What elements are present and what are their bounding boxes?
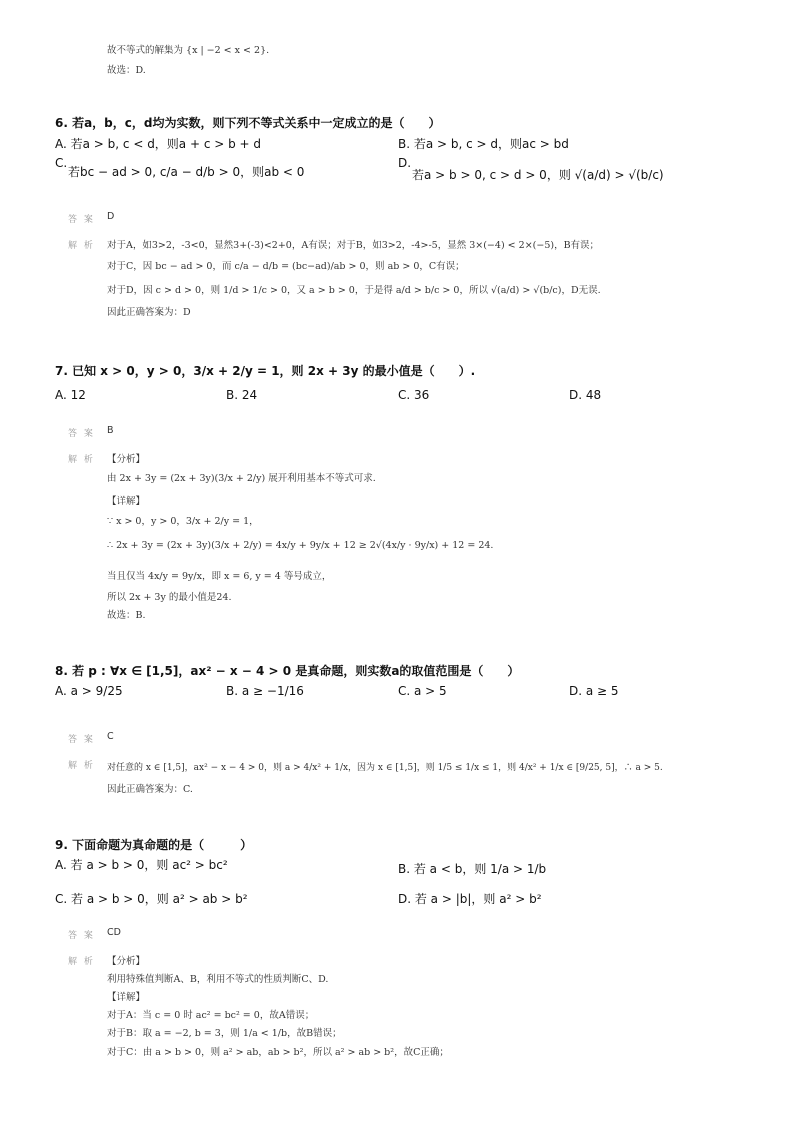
q6-analysis-tag: 解 析 [68, 241, 95, 251]
q6-option-a: A. 若a > b, c < d，则a + c > b + d [55, 137, 262, 151]
q6-option-c-label: C. [55, 156, 68, 170]
q8-analysis-line: 因此正确答案为：C. [107, 784, 193, 795]
q7-analysis-tag: 解 析 [68, 455, 95, 465]
q9-answer: CD [107, 927, 121, 938]
q9-analysis-line: 对于C：由 a > b > 0，则 a² > ab，ab > b²，所以 a² > ab > b²，故C正确； [107, 1047, 449, 1058]
q8-option-d: D. a ≥ 5 [569, 684, 619, 698]
q7-analysis-line: 【分析】 [107, 454, 146, 465]
q9-analysis-line: 【详解】 [107, 992, 146, 1003]
q6-option-c: 若bc − ad > 0, c/a − d/b > 0，则ab < 0 [68, 165, 305, 179]
q6-analysis-line: 因此正确答案为：D [107, 307, 191, 318]
q8-option-c: C. a > 5 [398, 684, 447, 698]
q7-answer: B [107, 425, 114, 436]
q8-analysis-line: 对任意的 x ∈ [1,5]，ax² − x − 4 > 0，则 a > 4/x² + 1/x，因为 x ∈ [1,5]，则 1/5 ≤ 1/x ≤ 1，则 4/x² + 1/x ∈ [9/25, 5]，∴ a > 5. [107, 763, 663, 773]
prev-solution-line: 故不等式的解集为 {x | −2 < x < 2}. [107, 45, 270, 56]
q9-analysis-tag: 解 析 [68, 957, 95, 967]
q7-analysis-line: ∵ x > 0，y > 0，3/x + 2/y = 1， [107, 516, 259, 527]
q6-analysis-line: 对于D，因 c > d > 0，则 1/d > 1/c > 0，又 a > b > 0，于是得 a/d > b/c > 0，所以 √(a/d) > √(b/c)，D无误. [107, 285, 601, 296]
q8-analysis-tag: 解 析 [68, 761, 95, 771]
q6-option-d-label: D. [398, 156, 412, 170]
q8-stem: 8. 若 p : ∀x ∈ [1,5]，ax² − x − 4 > 0 是真命题，则实数a的取值范围是（ ） [55, 664, 520, 678]
q7-analysis-line: 故选：B. [107, 610, 146, 621]
q8-answer-tag: 答 案 [68, 735, 95, 745]
q8-option-b: B. a ≥ −1/16 [226, 684, 304, 698]
q9-option-d: D. 若 a > |b|，则 a² > b² [398, 892, 542, 906]
q8-answer: C [107, 731, 114, 742]
q9-option-b: B. 若 a < b，则 1/a > 1/b [398, 862, 547, 876]
q9-analysis-line: 对于A：当 c = 0 时 ac² = bc² = 0，故A错误； [107, 1010, 315, 1021]
q7-analysis-line: ∴ 2x + 3y = (2x + 3y)(3/x + 2/y) = 4x/y + 9y/x + 12 ≥ 2√(4x/y · 9y/x) + 12 = 24. [107, 540, 494, 551]
q7-option-d: D. 48 [569, 388, 602, 402]
q7-stem: 7. 已知 x > 0，y > 0，3/x + 2/y = 1，则 2x + 3y 的最小值是（ ）. [55, 364, 476, 378]
q6-analysis-line: 对于A，如3>2，-3<0，显然3+(-3)<2+0，A有误；对于B，如3>2，-4>-5，显然 3×(−4) < 2×(−5)，B有误； [107, 240, 600, 251]
q6-answer: D [107, 211, 115, 222]
q6-answer-tag: 答 案 [68, 215, 95, 225]
q7-analysis-line: 【详解】 [107, 496, 146, 507]
q6-option-d: 若a > b > 0, c > d > 0，则 √(a/d) > √(b/c) [412, 168, 664, 182]
q8-option-a: A. a > 9/25 [55, 684, 123, 698]
q9-stem: 9. 下面命题为真命题的是（ ） [55, 838, 253, 852]
q9-analysis-line: 【分析】 [107, 956, 146, 967]
q9-option-c: C. 若 a > b > 0，则 a² > ab > b² [55, 892, 248, 906]
q7-option-a: A. 12 [55, 388, 86, 402]
q7-option-c: C. 36 [398, 388, 430, 402]
q6-option-b: B. 若a > b, c > d，则ac > bd [398, 137, 569, 151]
q7-analysis-line: 由 2x + 3y = (2x + 3y)(3/x + 2/y) 展开利用基本不等式可求. [107, 473, 376, 484]
q7-analysis-line: 当且仅当 4x/y = 9y/x，即 x = 6, y = 4 等号成立， [107, 571, 332, 582]
prev-choose-line: 故选：D. [107, 65, 146, 76]
q9-analysis-line: 利用特殊值判断A、B，利用不等式的性质判断C、D. [107, 974, 329, 985]
q9-option-a: A. 若 a > b > 0，则 ac² > bc² [55, 858, 228, 872]
q7-answer-tag: 答 案 [68, 429, 95, 439]
q7-option-b: B. 24 [226, 388, 258, 402]
q9-analysis-line: 对于B：取 a = −2, b = 3，则 1/a < 1/b，故B错误； [107, 1028, 342, 1039]
q7-analysis-line: 所以 2x + 3y 的最小值是24. [107, 592, 232, 603]
q6-stem: 6. 若a，b，c，d均为实数，则下列不等式关系中一定成立的是（ ） [55, 116, 441, 130]
q9-answer-tag: 答 案 [68, 931, 95, 941]
q6-analysis-line: 对于C，因 bc − ad > 0，而 c/a − d/b = (bc−ad)/ab > 0，则 ab > 0，C有误； [107, 261, 465, 272]
